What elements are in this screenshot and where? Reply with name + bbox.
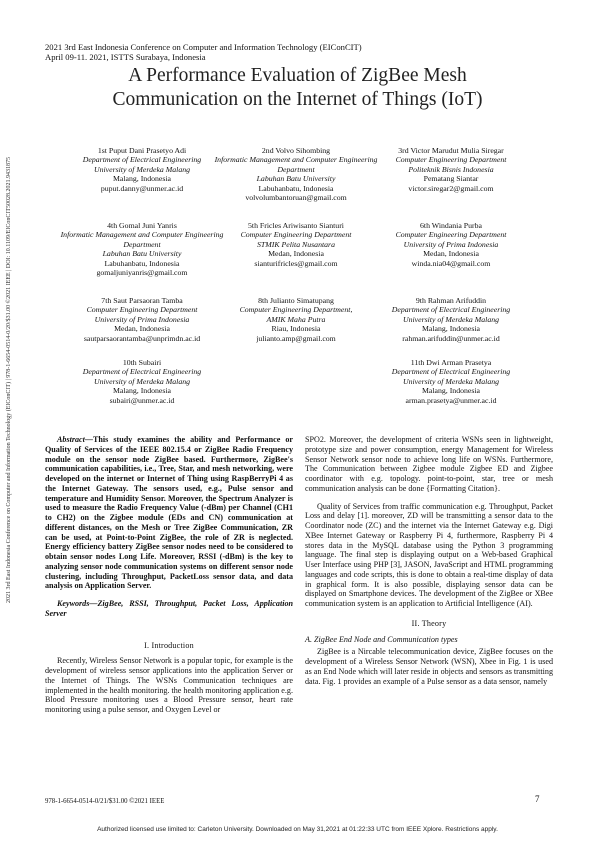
author-city: Medan, Indonesia (423, 249, 479, 259)
author-name: 5th Fricles Ariwisanto Sianturi (248, 221, 344, 230)
author-city: Labuhanbatu, Indonesia (104, 258, 180, 268)
author-name: 1st Puput Dani Prasetyo Adi (97, 146, 187, 155)
author-dept: Computer Engineering Department (395, 230, 507, 240)
author-email: sautparsaorantamba@unprimdn.ac.id (83, 333, 201, 343)
keywords-text: ZigBee, RSSI, Throughput, Packet Loss, Application Server (45, 599, 293, 618)
author-block (57, 296, 227, 343)
author-inst: University of Prima Indonesia (94, 314, 190, 324)
author-city: Malang, Indonesia (112, 174, 172, 184)
author-name: 11th Dwi Arman Prasetya (410, 358, 492, 367)
subsection-heading-a: A. ZigBee End Node and Communication types (305, 634, 458, 644)
author-block (366, 221, 536, 268)
author-email: arman.prasetya@unmer.ac.id (405, 395, 497, 405)
author-name: 2nd Volvo Sihombing (261, 146, 331, 155)
author-block (366, 296, 536, 343)
page-number: 7 (535, 794, 540, 804)
author-block (211, 221, 381, 268)
author-email: julianto.amp@gmail.com (256, 333, 336, 343)
author-city: Malang, Indonesia (421, 324, 481, 334)
author-email: sianturifricles@gmail.com (254, 258, 338, 268)
author-email: subairi@unmer.ac.id (109, 395, 175, 405)
author-dept: Department of Electrical Engineering (391, 305, 511, 315)
author-dept: Computer Engineering Department (240, 230, 352, 240)
author-email: rahman.arifuddin@unmer.ac.id (402, 333, 500, 343)
left-column (45, 435, 293, 715)
author-inst: University of Merdeka Malang (93, 376, 191, 386)
author-city: Riau, Indonesia (271, 324, 321, 334)
author-city: Pematang Siantar (423, 174, 479, 184)
paragraph-zigbee: ZigBee is a Nircable telecommunication device, ZigBee focuses on the development of a Wireless Sensor Network (WSN), Xbee in Fig. 1 is used as an End Node which will later reside in objects and sensors as transmitting data. Fig. 1 provides an example of a Pulse sensor as a data sensor, namely (305, 647, 553, 686)
author-city: Medan, Indonesia (268, 249, 324, 259)
keywords-label: Keywords— (57, 599, 98, 608)
author-name: 8th Julianto Simatupang (258, 296, 334, 305)
paper-title-line-1: A Performance Evaluation of ZigBee Mesh (128, 65, 467, 86)
paragraph-qos: Quality of Services from traffic communication e.g. Throughput, Packet Loss and delay [1]. moreover, ZD will be transmitting a sensor data to the Coordinator node (ZC) and the internet via the Internet Gateway e.g. Digi XBee Internet Gateway or Raspberry Pi 4, furthermore, Raspberry Pi 4 stores data in the MySQL database using the Python 3 programming language. The final step is displaying output on a Web-based Graphical User Interface using PHP [3], JASON, JavaScript and HTML programming languages and code scripts, this is done to obtain a real-time display of data in graphical form. It is also possible, displaying sensor data can be displayed on Smartphone devices. The development of the ZigBee or XBee communication system is an application to Artificial Intelligence (AI). (305, 501, 553, 608)
footer-isbn: 978-1-6654-0514-0/21/$31.00 ©2021 IEEE (45, 798, 165, 805)
author-name: 9th Rahman Arifuddin (415, 296, 487, 305)
author-inst: Labuhan Batu University (256, 174, 336, 184)
author-name: 6th Windania Purba (420, 221, 482, 230)
section-heading-theory: II. Theory (411, 618, 447, 628)
author-name: 10th Subairi (122, 358, 162, 367)
conference-line-2: April 09-11. 2021, ISTTS Surabaya, Indonesia (45, 52, 206, 62)
author-dept: Informatic Management and Computer Engineering Department (214, 155, 378, 174)
paragraph-spo2: SPO2. Moreover, the development of criteria WSNs seen in lightweight, prototype size and power consumption, energy Management for Wireless Sensor Network sensor node to achieve long life on WSNs. Furthermore, The Communication between Zigbee module Zigbee ED and Zigbee coordinator with e.g. topology. point-to-point, star, tree or mesh communication analysis can be done {Formatting Citation}. (305, 435, 553, 493)
intro-paragraph: Recently, Wireless Sensor Network is a popular topic, for example is the development of wireless sensor applications into the application Server or the Internet of Things. The WSNs Communication techniques are implemented in the health monitoring. the health monitoring application e.g. Blood Pressure monitoring uses a Blood Pressure sensor, heart rate monitoring using a pulse sensor, and Oxygen Level or (45, 656, 293, 714)
author-block (57, 358, 227, 405)
author-inst: University of Prima Indonesia (403, 239, 499, 249)
author-email: gomaljuniyanris@gmail.com (96, 268, 188, 278)
abstract-label: Abstract— (57, 435, 93, 444)
author-name: 7th Saut Parsaoran Tamba (101, 296, 183, 305)
author-inst: Politeknik Bisnis Indonesia (408, 164, 494, 174)
author-block (366, 146, 536, 193)
author-inst: University of Merdeka Malang (402, 376, 500, 386)
sidebar-doi (2, 100, 16, 660)
author-block (57, 221, 227, 277)
author-inst: AMIK Maha Putra (266, 314, 326, 324)
download-notice: Authorized licensed use limited to: Carleton University. Downloaded on May 31,2021 at 01:22:33 UTC from IEEE Xplore. Restrictions apply. (97, 826, 498, 833)
author-inst: University of Merdeka Malang (93, 164, 191, 174)
author-inst: Labuhan Batu University (102, 249, 182, 259)
author-dept: Computer Engineering Department (395, 155, 507, 165)
author-city: Malang, Indonesia (421, 386, 481, 396)
author-city: Labuhanbatu, Indonesia (258, 183, 334, 193)
author-inst: STMIK Pelita Nusantara (257, 239, 335, 249)
right-column (305, 435, 553, 686)
sidebar-doi-text: 2021 3rd East Indonesia Conference on Computer and Information Technology (EIConCIT) | 978-1-6654-0514-0/20/$31.00 ©2021 IEEE | DOI: 10.1109/EIConCIT50028.2021.9431875 (6, 157, 12, 603)
author-dept: Department of Electrical Engineering (391, 367, 511, 377)
author-name: 3rd Victor Marudut Mulia Siregar (398, 146, 504, 155)
paper-title-line-2: Communication on the Internet of Things (IoT) (112, 89, 483, 110)
author-name: 4th Gomal Juni Yanris (107, 221, 177, 230)
author-dept: Department of Electrical Engineering (82, 155, 202, 165)
author-dept: Informatic Management and Computer Engineering Department (60, 230, 224, 249)
keywords (45, 599, 293, 619)
abstract (45, 435, 293, 591)
author-email: victor.siregar2@gmail.com (408, 183, 494, 193)
author-dept: Department of Electrical Engineering (82, 367, 202, 377)
conference-line-1: 2021 3rd East Indonesia Conference on Computer and Information Technology (EIConCIT) (45, 42, 362, 52)
author-block (57, 146, 227, 193)
author-block (211, 146, 381, 202)
section-heading-introduction: I. Introduction (144, 640, 194, 650)
author-block (366, 358, 536, 405)
author-email: winda.nia04@gmail.com (411, 258, 491, 268)
author-city: Medan, Indonesia (114, 324, 170, 334)
author-dept: Computer Engineering Department, (239, 305, 353, 315)
author-email: puput.danny@unmer.ac.id (100, 183, 184, 193)
abstract-text: This study examines the ability and Performance or Quality of Services of the IEEE 802.15.4 or ZigBee Radio Frequency module on the sensor node ZigBee based. Furthermore, ZigBee's communication capabilities, i.e., Tree, Star, and mesh networking, were developed on the internet or Internet of Thing using RaspBerryPi 4 as the Internet Gateway. The sensors used, e.g., Pulse sensor and temperature and Humidity Sensor. Moreover, the Spectrum Analyzer is used to measure the Radio Frequency Value (-dBm) per Channel (CH1 to CH2) on the Zigbee module (EDs and CN) communication at different distances, on the Mesh or Tree ZigBee Communication, ZR can be used, at Point-to-Point ZigBee, the role of ZR is neglected. Energy efficiency battery ZigBee sensor nodes need to be considered to obtain sensor nodes Long Life. Moreover, RSSI (-dBm) is the key to analyzing sensor node communication systems on different sensor node clustering, including Throughput, PacketLoss sensor data, and data analysis on Application Server. (45, 435, 293, 591)
author-inst: University of Merdeka Malang (402, 314, 500, 324)
author-dept: Computer Engineering Department (86, 305, 198, 315)
author-email: volvolumbantoruan@gmail.com (245, 193, 347, 203)
author-city: Malang, Indonesia (112, 386, 172, 396)
author-block (211, 296, 381, 343)
